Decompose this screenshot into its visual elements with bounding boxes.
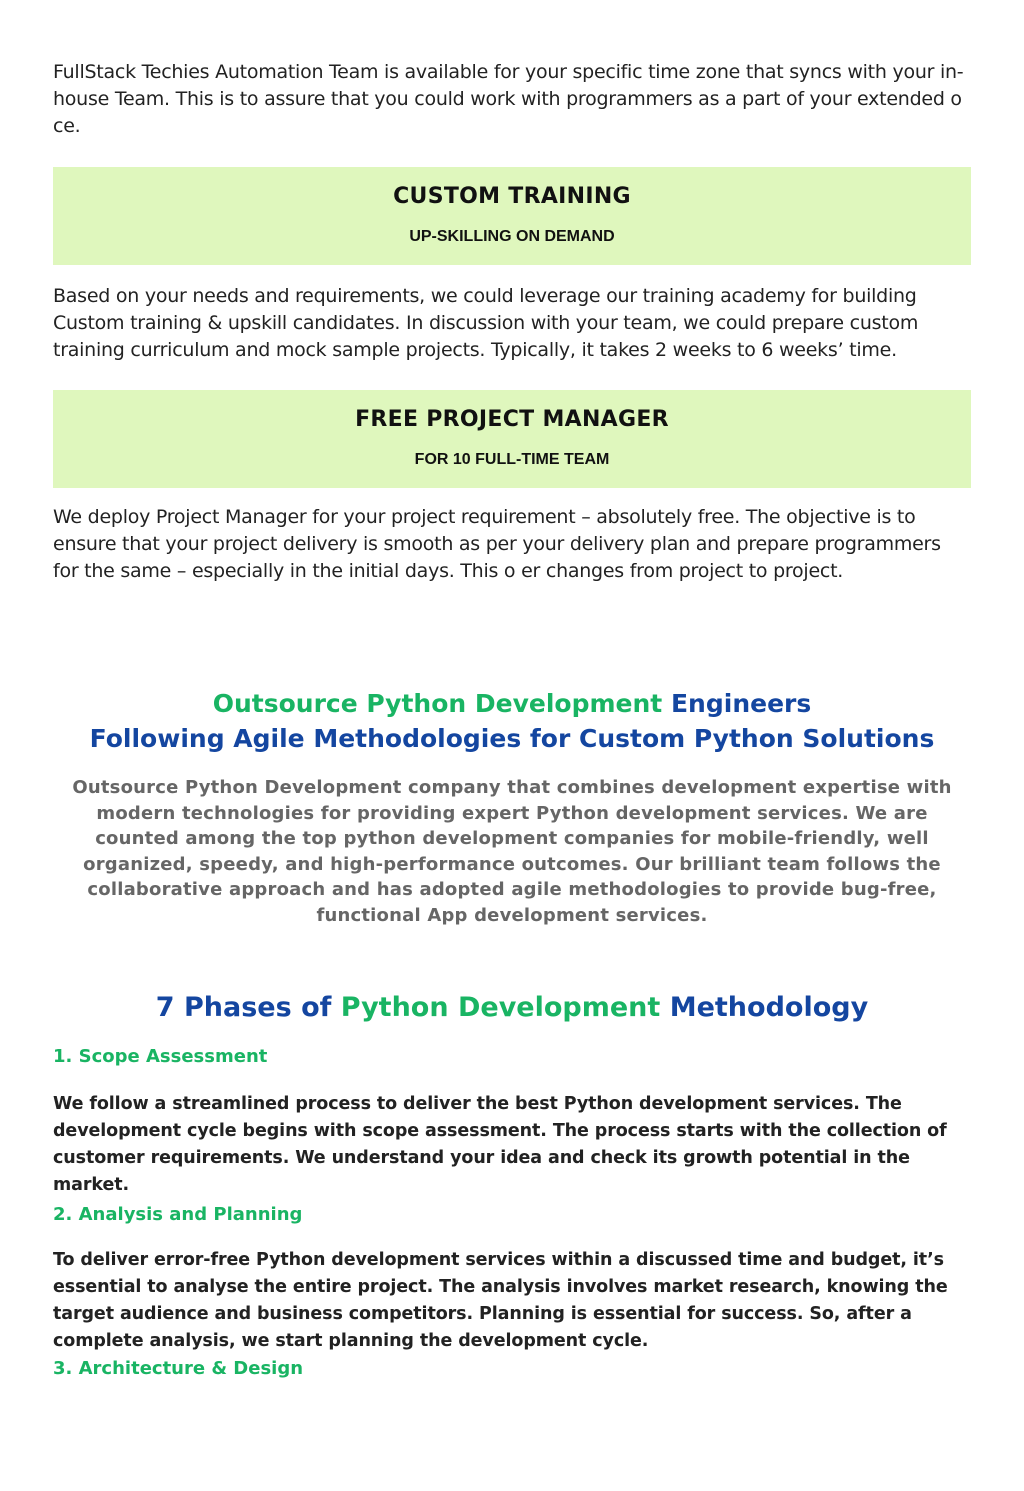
outsource-heading-line2: Following Agile Methodologies for Custom Python Solutions: [89, 724, 935, 753]
custom-training-body: Based on your needs and requirements, we could leverage our training academy for building Custom training & upskill candidates. In discussion with your team, we could prepare custom training curriculum and mock sample projects. Typically, it takes 2 weeks to 6 weeks’ time.: [53, 285, 919, 361]
free-project-manager-title: FREE PROJECT MANAGER: [355, 407, 669, 432]
phase-body: We follow a streamlined process to deliver the best Python development services. The development cycle begins with scope assessment. The process starts with the collection of customer requirements. We understand your idea and check its growth potential in the market.: [53, 1094, 947, 1195]
phase-title: 1. Scope Assessment: [53, 1046, 268, 1067]
free-project-manager-body: We deploy Project Manager for your project requirement – absolutely free. The objective is to ensure that your project delivery is smooth as per your delivery plan and prepare programmers for the same – especially in the initial days. This o er changes from project to project.: [53, 506, 941, 582]
outsource-heading: [53, 686, 971, 756]
free-project-manager-banner: [53, 390, 971, 488]
custom-training-title: CUSTOM TRAINING: [393, 184, 631, 209]
phase-body: To deliver error-free Python development services within a discussed time and budget, it’s essential to analyse the entire project. The analysis involves market research, knowing the target audience and business competitors. Planning is essential for success. So, after a complete analysis, we start planning the development cycle.: [53, 1250, 948, 1351]
phase-title: 2. Analysis and Planning: [53, 1204, 303, 1225]
custom-training-subtitle: UP-SKILLING ON DEMAND: [409, 228, 615, 245]
outsource-heading-blue: Engineers: [670, 689, 812, 718]
custom-training-banner: [53, 167, 971, 265]
phases-heading-part1: 7 Phases of: [155, 992, 332, 1023]
intro-paragraph: FullStack Techies Automation Team is available for your specific time zone that syncs with your in-house Team. This is to assure that you could work with programmers as a part of your extended o ce.: [53, 61, 964, 137]
free-project-manager-subtitle: FOR 10 FULL-TIME TEAM: [414, 451, 610, 468]
outsource-heading-line1: [53, 686, 971, 721]
phases-heading: [53, 989, 971, 1027]
phases-heading-part3: Methodology: [669, 992, 869, 1023]
phase-title: 3. Architecture & Design: [53, 1358, 304, 1379]
outsource-lead-paragraph: Outsource Python Development company that combines development expertise with modern technologies for providing expert Python development services. We are counted among the top python development companies for mobile-friendly, well organized, speedy, and high-performance outcomes. Our brilliant team follows the collaborative approach and has adopted agile methodologies to provide bug-free, functional App development services.: [72, 777, 952, 926]
phases-heading-part2: Python Development: [340, 992, 661, 1023]
outsource-heading-green: Outsource Python Development: [212, 689, 663, 718]
